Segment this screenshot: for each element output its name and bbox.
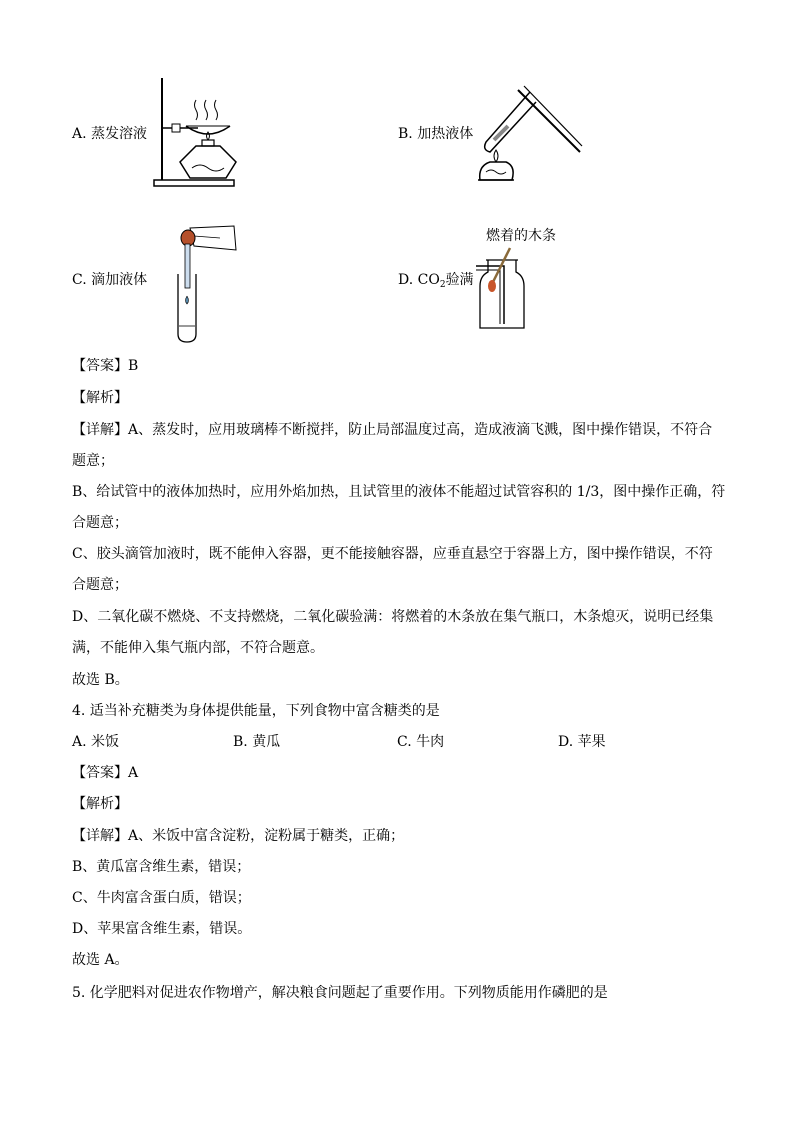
gas-collection-bottle-figure bbox=[474, 246, 534, 332]
q4-analysis-line: D、苹果富含维生素，错误。 bbox=[72, 921, 252, 937]
q4-option-b: B. 黄瓜 bbox=[233, 734, 281, 750]
q4-analysis-line: 【详解】A、米饭中富含淀粉，淀粉属于糖类，正确； bbox=[72, 828, 405, 844]
heating-test-tube-figure bbox=[472, 80, 584, 188]
q4-option-a: A. 米饭 bbox=[72, 734, 120, 750]
figure-b-caption: B. 加热液体 bbox=[398, 126, 474, 142]
q3-analysis-line: C、胶头滴管加液时，既不能伸入容器，更不能接触容器，应垂直悬空于容器上方，图中操作错误，不符 bbox=[72, 546, 713, 562]
figure-c-caption: C. 滴加液体 bbox=[72, 272, 148, 288]
q4-analysis-heading: 【解析】 bbox=[72, 796, 128, 812]
q3-conclusion: 故选 B。 bbox=[72, 672, 129, 688]
q4-stem: 4. 适当补充糖类为身体提供能量，下列食物中富含糖类的是 bbox=[72, 703, 440, 719]
evaporation-apparatus-figure bbox=[150, 74, 240, 190]
burning-splint-label: 燃着的木条 bbox=[486, 228, 556, 244]
q3-analysis-line: 合题意； bbox=[72, 577, 128, 593]
q4-conclusion: 故选 A。 bbox=[72, 952, 129, 968]
q4-option-c: C. 牛肉 bbox=[397, 734, 445, 750]
q3-analysis-line: 题意； bbox=[72, 453, 114, 469]
q3-analysis-heading: 【解析】 bbox=[72, 390, 128, 406]
q4-analysis-line: B、黄瓜富含维生素，错误； bbox=[72, 859, 251, 875]
q4-analysis-line: C、牛肉富含蛋白质，错误； bbox=[72, 890, 251, 906]
q3-analysis-line: D、二氧化碳不燃烧、不支持燃烧，二氧化碳验满：将燃着的木条放在集气瓶口，木条熄灭，说明已经集 bbox=[72, 609, 714, 625]
dropper-figure bbox=[150, 222, 240, 344]
q3-answer: 【答案】B bbox=[72, 358, 139, 374]
q3-analysis-line: 合题意； bbox=[72, 515, 128, 531]
figure-a-caption: A. 蒸发溶液 bbox=[72, 126, 148, 142]
q3-analysis-line: 【详解】A、蒸发时，应用玻璃棒不断搅拌，防止局部温度过高，造成液滴飞溅，图中操作错误，不符合 bbox=[72, 422, 713, 438]
q3-analysis-line: 满，不能伸入集气瓶内部，不符合题意。 bbox=[72, 640, 324, 656]
q5-stem: 5. 化学肥料对促进农作物增产，解决粮食问题起了重要作用。下列物质能用作磷肥的是 bbox=[72, 985, 608, 1001]
q4-option-d: D. 苹果 bbox=[558, 734, 606, 750]
q4-answer: 【答案】A bbox=[72, 765, 139, 781]
figure-d-caption: D. $CO_2$验满 bbox=[398, 272, 474, 290]
q3-analysis-line: B、给试管中的液体加热时，应用外焰加热，且试管里的液体不能超过试管容积的 1/3，图中操作正确，符 bbox=[72, 484, 726, 500]
